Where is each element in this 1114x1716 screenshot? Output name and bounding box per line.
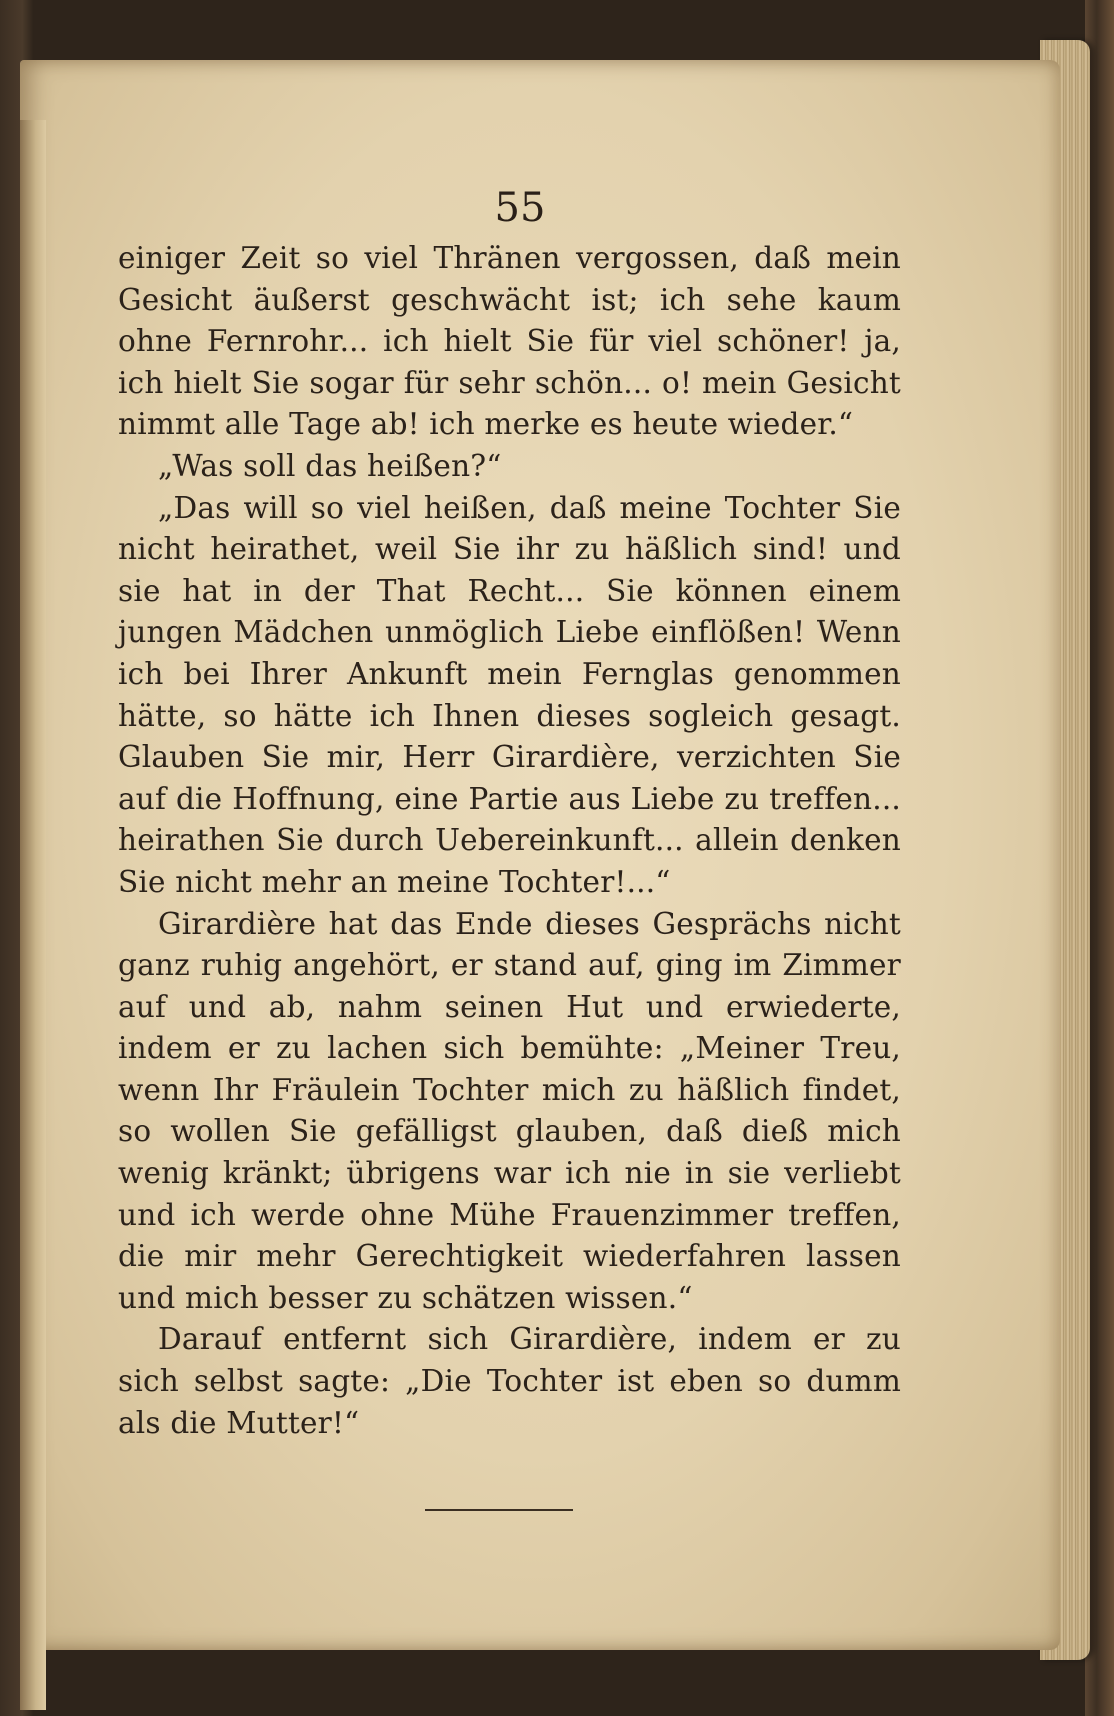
page-number: 55: [494, 185, 546, 231]
section-end-rule: [425, 1509, 573, 1511]
page-body: [118, 238, 901, 1444]
paragraph-3: „Das will so viel heißen, daß meine Tochter Sie nicht heirathet, weil Sie ihr zu häßlich sind! und sie hat in der That Recht... Sie können einem jungen Mädchen unmöglich Liebe einflößen! Wenn ich bei Ihrer Ankunft mein Fernglas genommen hätte, so hätte ich Ihnen dieses sogleich gesagt. Glauben Sie mir, Herr Girardière, verzichten Sie auf die Hoffnung, eine Partie aus Liebe zu treffen... heirathen Sie durch Uebereinkunft... allein denken Sie nicht mehr an meine Tochter!...“: [118, 490, 901, 899]
page-gutter: [20, 120, 46, 1710]
paragraph-4: Girardière hat das Ende dieses Gesprächs nicht ganz ruhig angehört, er stand auf, ging im Zimmer auf und ab, nahm seinen Hut und erwiederte, indem er zu lachen sich bemühte: „Meiner Treu, wenn Ihr Fräulein Tochter mich zu häßlich findet, so wollen Sie gefälligst glauben, daß dieß mich wenig kränkt; übrigens war ich nie in sie verliebt und ich werde ohne Mühe Frauenzimmer treffen, die mir mehr Gerechtigkeit wiederfahren lassen und mich besser zu schätzen wissen.“: [118, 906, 901, 1315]
paragraph-2: „Was soll das heißen?“: [158, 448, 502, 483]
paragraph-5: Darauf entfernt sich Girardière, indem er zu sich selbst sagte: „Die Tochter ist eben so dumm als die Mutter!“: [118, 1322, 901, 1440]
paragraph-1: einiger Zeit so viel Thränen vergossen, daß mein Gesicht äußerst geschwächt ist; ich sehe kaum ohne Fernrohr... ich hielt Sie für viel schöner! ja, ich hielt Sie sogar für sehr schön... o! mein Gesicht nimmt alle Tage ab! ich merke es heute wieder.“: [118, 241, 901, 442]
book-page: [20, 60, 1060, 1650]
